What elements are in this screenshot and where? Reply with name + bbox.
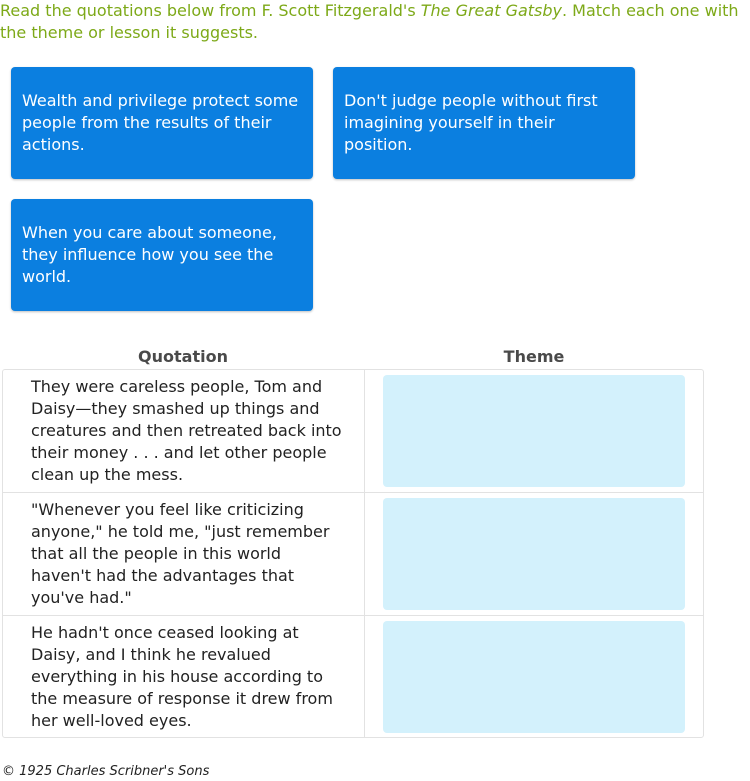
instructions-text-before: Read the quotations below from F. Scott Fitzgerald's bbox=[0, 1, 421, 20]
theme-tile-care[interactable]: When you care about someone, they influence how you see the world. bbox=[11, 199, 313, 311]
copyright-notice: © 1925 Charles Scribner's Sons bbox=[2, 764, 210, 779]
quotation-text: They were careless people, Tom and Daisy—they smashed up things and creatures and then retreated back into their money . . . and let other people clean up the mess. bbox=[3, 370, 365, 493]
theme-tile-dont-judge[interactable]: Don't judge people without first imagining yourself in their position. bbox=[333, 67, 635, 179]
theme-drop-target[interactable] bbox=[383, 498, 685, 610]
instructions-text-after: . Match each one with the theme or lesson it suggests. bbox=[0, 1, 739, 42]
matching-table bbox=[2, 369, 704, 738]
table-row bbox=[3, 615, 703, 738]
instructions bbox=[0, 0, 750, 44]
theme-drop-target[interactable] bbox=[383, 621, 685, 733]
table-row bbox=[3, 492, 703, 615]
theme-drop-target[interactable] bbox=[383, 375, 685, 487]
theme-column-header: Theme bbox=[503, 347, 565, 366]
book-title: The Great Gatsby bbox=[420, 1, 562, 20]
quotation-column-header: Quotation bbox=[138, 347, 228, 366]
quotation-text: He hadn't once ceased looking at Daisy, and I think he revalued everything in his house according to the measure of response it drew from her well-loved eyes. bbox=[3, 616, 365, 738]
table-row bbox=[3, 370, 703, 493]
quotation-text: "Whenever you feel like criticizing anyone," he told me, "just remember that all the people in this world haven't had the advantages that you've had." bbox=[3, 493, 365, 615]
theme-tile-wealth[interactable]: Wealth and privilege protect some people from the results of their actions. bbox=[11, 67, 313, 179]
